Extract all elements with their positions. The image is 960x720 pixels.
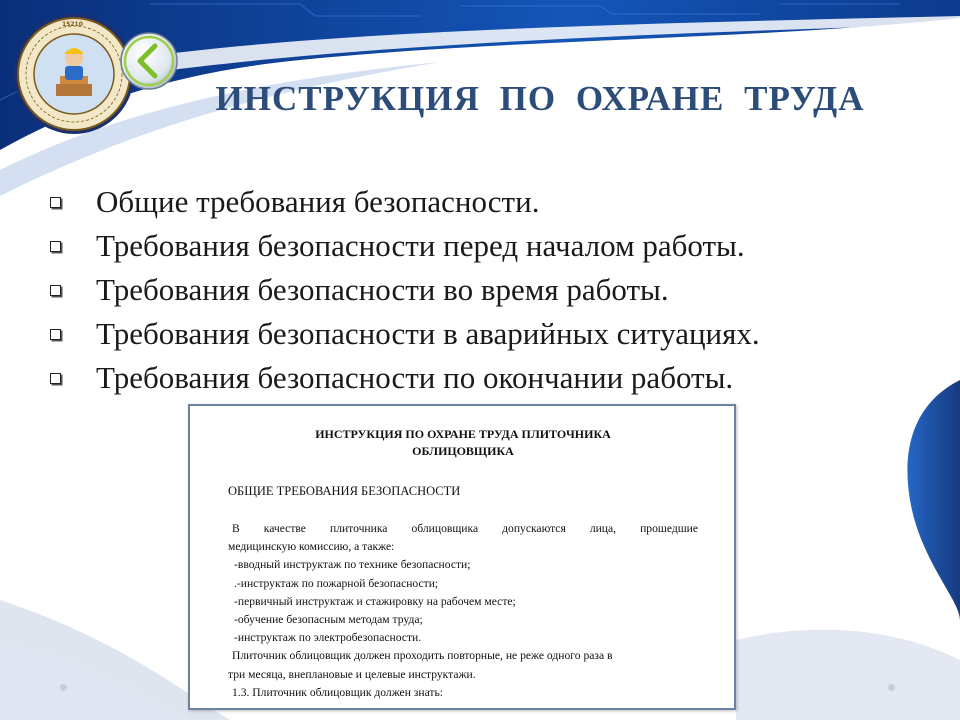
document-line: 1.3. Плиточник облицовщик должен знать: xyxy=(232,685,444,699)
document-body xyxy=(228,520,698,702)
list-item xyxy=(48,224,938,268)
list-item xyxy=(48,312,938,356)
square-bullet-icon xyxy=(50,241,61,252)
decor-dot-left xyxy=(60,684,67,691)
document-line: три месяца, внеплановые и целевые инструктажи. xyxy=(228,667,476,681)
document-line: .-инструктаж по пожарной безопасности; xyxy=(234,576,439,590)
document-line: -вводный инструктаж по технике безопасности; xyxy=(234,558,471,572)
square-bullet-icon xyxy=(50,373,61,384)
square-bullet-icon xyxy=(50,197,61,208)
document-line: В качестве плиточника облицовщика допускаются лица, прошедшие xyxy=(232,522,698,535)
document-line: медицинскую комиссию, а также: xyxy=(228,540,395,554)
document-line: -инструктаж по электробезопасности. xyxy=(234,631,422,645)
document-line: -первичный инструктаж и стажировку на рабочем месте; xyxy=(234,594,516,608)
list-item-text: Требования безопасности во время работы. xyxy=(96,272,669,307)
document-title-line: ИНСТРУКЦИЯ ПО ОХРАНЕ ТРУДА ПЛИТОЧНИКА xyxy=(315,427,611,441)
bullet-list xyxy=(48,180,938,400)
list-item-text: Требования безопасности перед началом работы. xyxy=(96,228,745,263)
document-title xyxy=(220,426,706,460)
list-item xyxy=(48,268,938,312)
list-item-text: Общие требования безопасности. xyxy=(96,184,540,219)
document-line: Плиточник облицовщик должен проходить повторные, не реже одного раза в xyxy=(232,649,613,663)
document-line: -обучение безопасным методам труда; xyxy=(234,613,423,627)
slide-title: ИНСТРУКЦИЯ ПО ОХРАНЕ ТРУДА xyxy=(215,79,865,118)
list-item xyxy=(48,356,938,400)
square-bullet-icon xyxy=(50,285,61,296)
list-item-text: Требования безопасности в аварийных ситуациях. xyxy=(96,316,760,351)
decor-dot-right xyxy=(888,684,895,691)
document-section-heading: ОБЩИЕ ТРЕБОВАНИЯ БЕЗОПАСНОСТИ xyxy=(228,484,461,498)
list-item xyxy=(48,180,938,224)
square-bullet-icon xyxy=(50,329,61,340)
svg-text:15210: 15210 xyxy=(62,21,83,28)
list-item-text: Требования безопасности по окончании работы. xyxy=(96,360,734,395)
document-excerpt xyxy=(188,404,736,710)
document-title-line: ОБЛИЦОВЩИКА xyxy=(412,444,514,458)
